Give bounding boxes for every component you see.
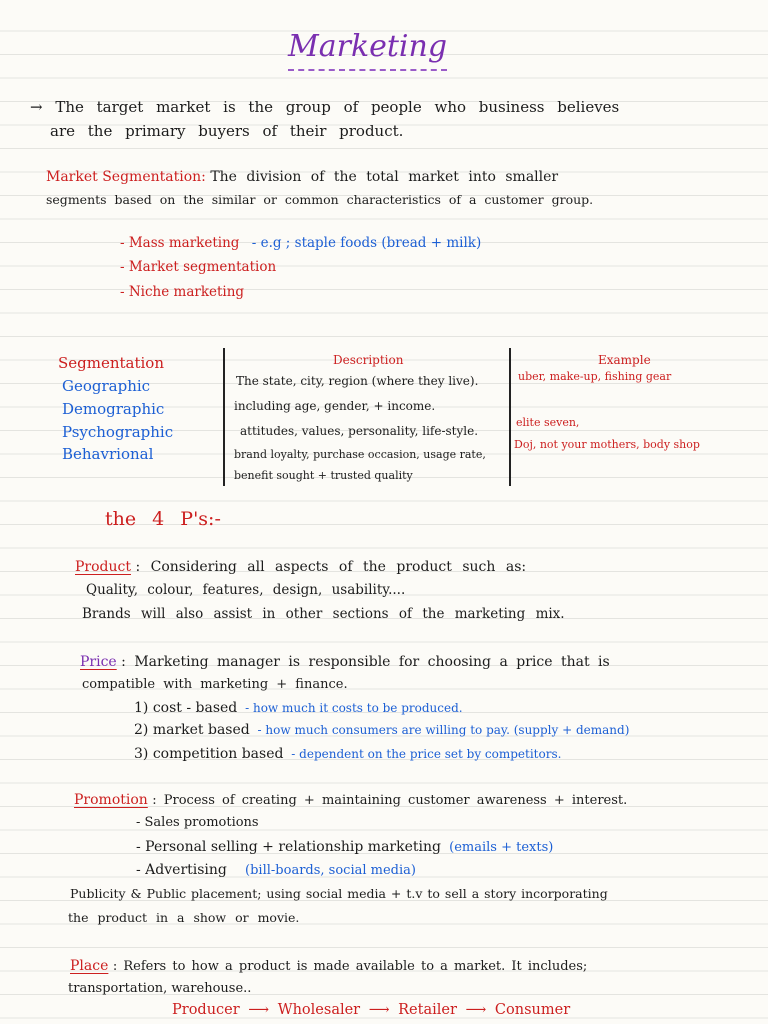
segment-type: Demographic [62,400,165,418]
price-definition: : Marketing manager is responsible for choosing a price that is [121,654,610,670]
segment-type: Psychographic [62,423,174,441]
segment-example: Doj, not your mothers, body shop [514,438,700,451]
product-definition: : Considering all aspects of the product such as: [135,559,527,575]
table-header-example: Example [598,353,651,367]
segment-description: attitudes, values, personality, life-style. [240,424,479,438]
segment-example: elite seven, [516,416,580,429]
intro-line-2: are the primary buyers of their product. [50,122,404,140]
table-header-segmentation: Segmentation [58,354,165,372]
promotion-item: - Advertising (bill-boards, social media) [136,862,416,878]
promotion-definition: : Process of creating + maintaining customer awareness + interest. [152,793,628,808]
approach-item: - Market segmentation [120,259,277,275]
distribution-chain [172,1002,570,1019]
promotion-item: - Personal selling + relationship marketing (emails + texts) [136,839,554,855]
table-divider [509,348,511,486]
intro-line-1: → The target market is the group of people who business believes [30,98,620,116]
chain-arrow: ⟶ [368,1002,390,1018]
product-label: Product [75,559,131,575]
page-title: Marketing [288,30,447,71]
price-line-2: compatible with marketing + finance. [82,677,348,692]
segment-description: benefit sought + trusted quality [234,469,413,482]
price-method: 1) cost - based - how much it costs to be produced. [134,700,463,716]
approach-item [120,236,481,252]
segment-type: Behavrional [62,445,154,463]
price-method: 3) competition based - dependent on the price set by competitors. [134,746,562,762]
price-line-1 [80,654,610,670]
chain-arrow: ⟶ [248,1002,270,1018]
place-label: Place [70,958,109,974]
four-ps-heading: the 4 P's:- [105,508,221,530]
segmentation-term: Market Segmentation: [46,169,206,185]
product-brands: Brands will also assist in other sections of the marketing mix. [82,606,565,622]
chain-arrow: ⟶ [465,1002,487,1018]
price-label: Price [80,654,117,670]
price-method: 2) market based - how much consumers are willing to pay. (supply + demand) [134,722,630,738]
segment-type: Geographic [62,377,151,395]
segment-example: uber, make-up, fishing gear [518,370,672,383]
promotion-line-1 [74,792,627,809]
place-line-2: transportation, warehouse.. [68,981,252,996]
promotion-publicity-line-2: the product in a show or movie. [68,910,300,925]
approach-label: - Mass marketing [120,235,240,251]
segmentation-definition-text: The division of the total market into smaller [210,169,559,185]
segmentation-definition-line-2: segments based on the similar or common characteristics of a customer group. [46,192,594,207]
chain-wholesaler: Wholesaler [277,1002,361,1018]
approach-note: - e.g ; staple foods (bread + milk) [251,235,482,251]
segment-description: brand loyalty, purchase occasion, usage rate, [234,448,486,461]
product-attributes: Quality, colour, features, design, usability.... [86,582,406,598]
promotion-label: Promotion [74,792,148,808]
chain-producer: Producer [172,1002,240,1018]
chain-retailer: Retailer [398,1002,457,1018]
table-header-description: Description [333,353,404,367]
promotion-publicity-line-1: Publicity & Public placement; using social media + t.v to sell a story incorporating [70,886,608,901]
approach-item: - Niche marketing [120,284,245,300]
segmentation-definition-line-1 [46,169,558,185]
promotion-item: - Sales promotions [136,815,259,830]
product-line-1 [75,559,526,575]
segment-description: including age, gender, + income. [234,399,436,413]
place-definition: : Refers to how a product is made available to a market. It includes; [112,959,588,974]
place-line-1 [70,958,587,975]
table-divider [223,348,225,486]
segment-description: The state, city, region (where they live). [236,374,479,388]
chain-consumer: Consumer [494,1002,571,1018]
